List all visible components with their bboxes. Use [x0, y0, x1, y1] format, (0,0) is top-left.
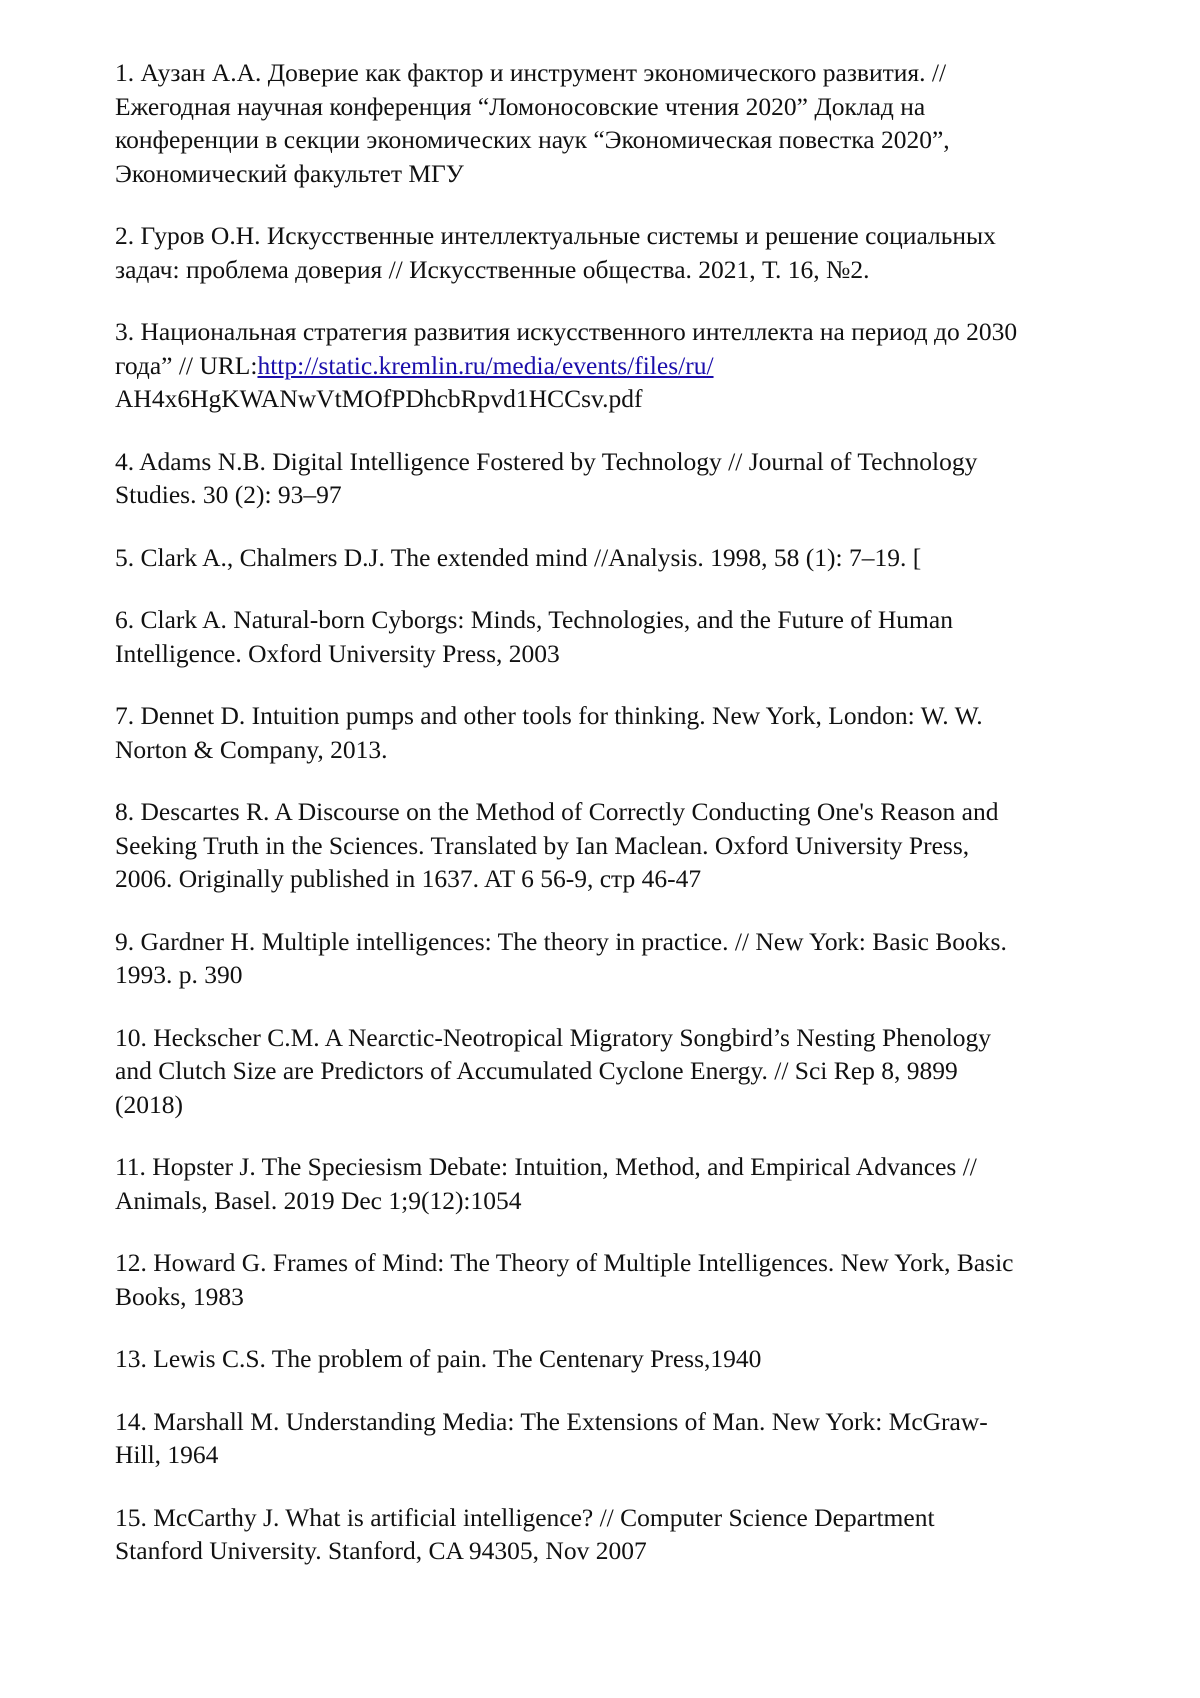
reference-12 — [115, 1246, 1125, 1313]
reference-3 — [115, 315, 1125, 416]
reference-8 — [115, 795, 1125, 896]
reference-14-line-1: 14. Marshall M. Understanding Media: The Extensions of Man. New York: McGraw- — [115, 1407, 988, 1436]
reference-4-line-2: Studies. 30 (2): 93–97 — [115, 480, 342, 509]
reference-3-line-1: 3. Национальная стратегия развития искусственного интеллекта на период до 2030 — [115, 317, 1017, 346]
reference-13-line-1: 13. Lewis C.S. The problem of pain. The Centenary Press,1940 — [115, 1344, 761, 1373]
reference-1-line-2: Ежегодная научная конференция “Ломоносовские чтения 2020” Доклад на — [115, 92, 925, 121]
reference-8-line-3: 2006. Originally published in 1637. AT 6 56-9, стр 46-47 — [115, 864, 701, 893]
reference-11-line-1: 11. Hopster J. The Speciesism Debate: Intuition, Method, and Empirical Advances // — [115, 1152, 977, 1181]
reference-15 — [115, 1501, 1125, 1568]
reference-2 — [115, 219, 1125, 286]
reference-10-line-2: and Clutch Size are Predictors of Accumulated Cyclone Energy. // Sci Rep 8, 9899 — [115, 1056, 958, 1085]
reference-2-line-1: 2. Гуров О.Н. Искусственные интеллектуальные системы и решение социальных — [115, 221, 996, 250]
reference-8-line-2: Seeking Truth in the Sciences. Translated by Ian Maclean. Oxford University Press, — [115, 831, 969, 860]
reference-12-line-2: Books, 1983 — [115, 1282, 244, 1311]
reference-4-line-1: 4. Adams N.B. Digital Intelligence Fostered by Technology // Journal of Technology — [115, 447, 977, 476]
reference-12-line-1: 12. Howard G. Frames of Mind: The Theory of Multiple Intelligences. New York, Basic — [115, 1248, 1014, 1277]
reference-9-line-1: 9. Gardner H. Multiple intelligences: The theory in practice. // New York: Basic Books. — [115, 927, 1007, 956]
reference-5-line-1: 5. Clark A., Chalmers D.J. The extended mind //Analysis. 1998, 58 (1): 7–19. [ — [115, 543, 921, 572]
reference-list — [115, 56, 1125, 1597]
reference-4 — [115, 445, 1125, 512]
reference-8-line-1: 8. Descartes R. A Discourse on the Method of Correctly Conducting One's Reason and — [115, 797, 998, 826]
reference-10-line-1: 10. Heckscher C.M. A Nearctic-Neotropical Migratory Songbird’s Nesting Phenology — [115, 1023, 991, 1052]
reference-5 — [115, 541, 1125, 575]
reference-10-line-3: (2018) — [115, 1090, 183, 1119]
reference-11 — [115, 1150, 1125, 1217]
reference-9-line-2: 1993. p. 390 — [115, 960, 243, 989]
reference-11-line-2: Animals, Basel. 2019 Dec 1;9(12):1054 — [115, 1186, 522, 1215]
reference-3-line-3: AH4x6HgKWANwVtMOfPDhcbRpvd1HCCsv.pdf — [115, 384, 642, 413]
reference-1-line-3: конференции в секции экономических наук “Экономическая повестка 2020”, — [115, 125, 950, 154]
reference-7-line-2: Norton & Company, 2013. — [115, 735, 387, 764]
reference-6-line-1: 6. Clark A. Natural-born Cyborgs: Minds, Technologies, and the Future of Human — [115, 605, 953, 634]
reference-6 — [115, 603, 1125, 670]
reference-7 — [115, 699, 1125, 766]
reference-15-line-2: Stanford University. Stanford, CA 94305, Nov 2007 — [115, 1536, 647, 1565]
reference-13 — [115, 1342, 1125, 1376]
reference-9 — [115, 925, 1125, 992]
reference-1-line-4: Экономический факультет МГУ — [115, 159, 464, 188]
reference-10 — [115, 1021, 1125, 1122]
reference-14 — [115, 1405, 1125, 1472]
reference-7-line-1: 7. Dennet D. Intuition pumps and other tools for thinking. New York, London: W. W. — [115, 701, 983, 730]
reference-3-link[interactable]: http://static.kremlin.ru/media/events/files/ru/ — [257, 351, 713, 380]
reference-15-line-1: 15. McCarthy J. What is artificial intelligence? // Computer Science Department — [115, 1503, 935, 1532]
reference-1-line-1: 1. Аузан А.А. Доверие как фактор и инструмент экономического развития. // — [115, 58, 946, 87]
reference-1 — [115, 56, 1125, 190]
reference-2-line-2: задач: проблема доверия // Искусственные общества. 2021, Т. 16, №2. — [115, 255, 870, 284]
reference-6-line-2: Intelligence. Oxford University Press, 2003 — [115, 639, 560, 668]
reference-3-url-prefix: года” // URL: — [115, 351, 257, 380]
reference-14-line-2: Hill, 1964 — [115, 1440, 218, 1469]
